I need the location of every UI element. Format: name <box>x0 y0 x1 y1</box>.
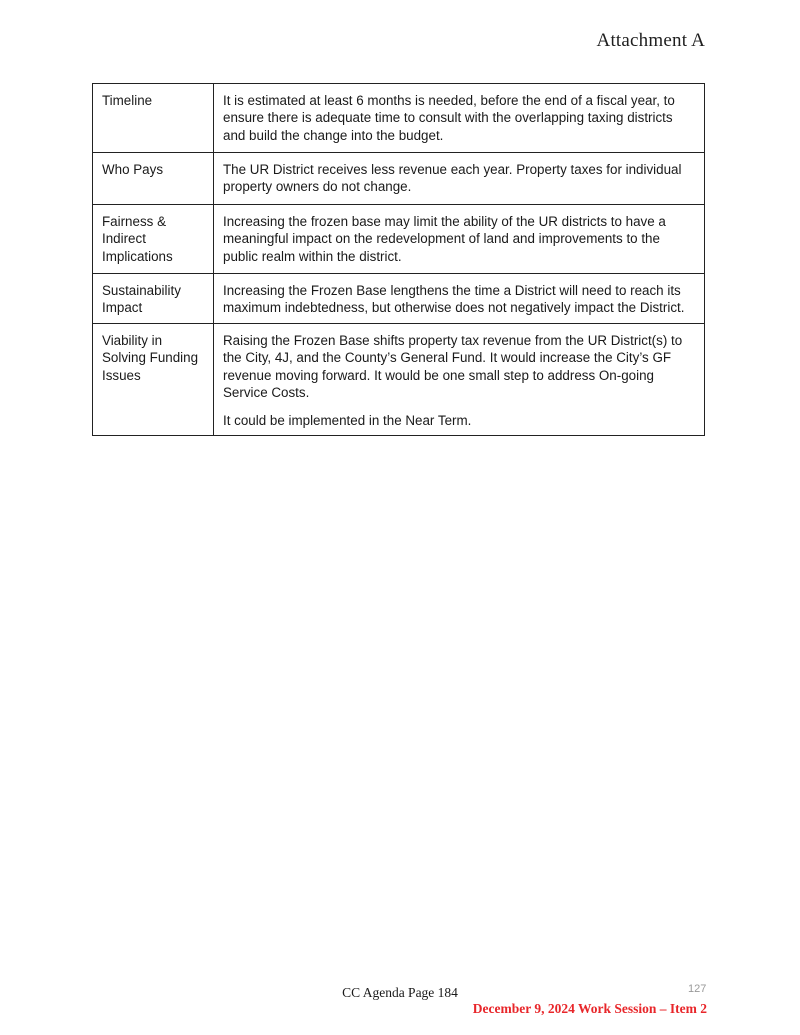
table-row-fairness <box>93 205 705 274</box>
row-text: Increasing the Frozen Base lengthens the time a District will need to reach its maximum indebtedness, but otherwise does not negatively impact the District. <box>214 274 705 324</box>
attachment-label: Attachment A <box>596 30 705 51</box>
row-label: Fairness & Indirect Implications <box>93 205 214 274</box>
row-text: Increasing the frozen base may limit the ability of the UR districts to have a meaningful impact on the redevelopment of land and improvements to the public realm within the district. <box>214 205 705 274</box>
row-label: Viability in Solving Funding Issues <box>93 324 214 436</box>
table-row-sustainability <box>93 274 705 324</box>
footer-page-number: 127 <box>688 983 707 995</box>
row-text: The UR District receives less revenue each year. Property taxes for individual property owners do not change. <box>214 153 705 205</box>
footer-session-note: December 9, 2024 Work Session – Item 2 <box>472 1001 707 1016</box>
row-text: It is estimated at least 6 months is needed, before the end of a fiscal year, to ensure there is adequate time to consult with the overlapping taxing districts and build the change into the budget. <box>214 84 705 153</box>
row-label: Timeline <box>93 84 214 153</box>
row-label: Who Pays <box>93 153 214 205</box>
table-row-who-pays <box>93 153 705 205</box>
table-row-viability <box>93 324 705 436</box>
row-label: Sustainability Impact <box>93 274 214 324</box>
footer-agenda-page: CC Agenda Page 184 <box>342 985 458 1000</box>
row-text-paragraph: Raising the Frozen Base shifts property tax revenue from the UR District(s) to the City, 4J, and the County’s General Fund. It would increase the City’s GF revenue moving forward. It would be one small step to address On-going Service Costs. <box>223 333 683 401</box>
table-row-timeline <box>93 84 705 153</box>
row-text-paragraph: It could be implemented in the Near Term. <box>223 412 472 428</box>
row-text <box>214 324 705 436</box>
info-table <box>92 83 705 436</box>
